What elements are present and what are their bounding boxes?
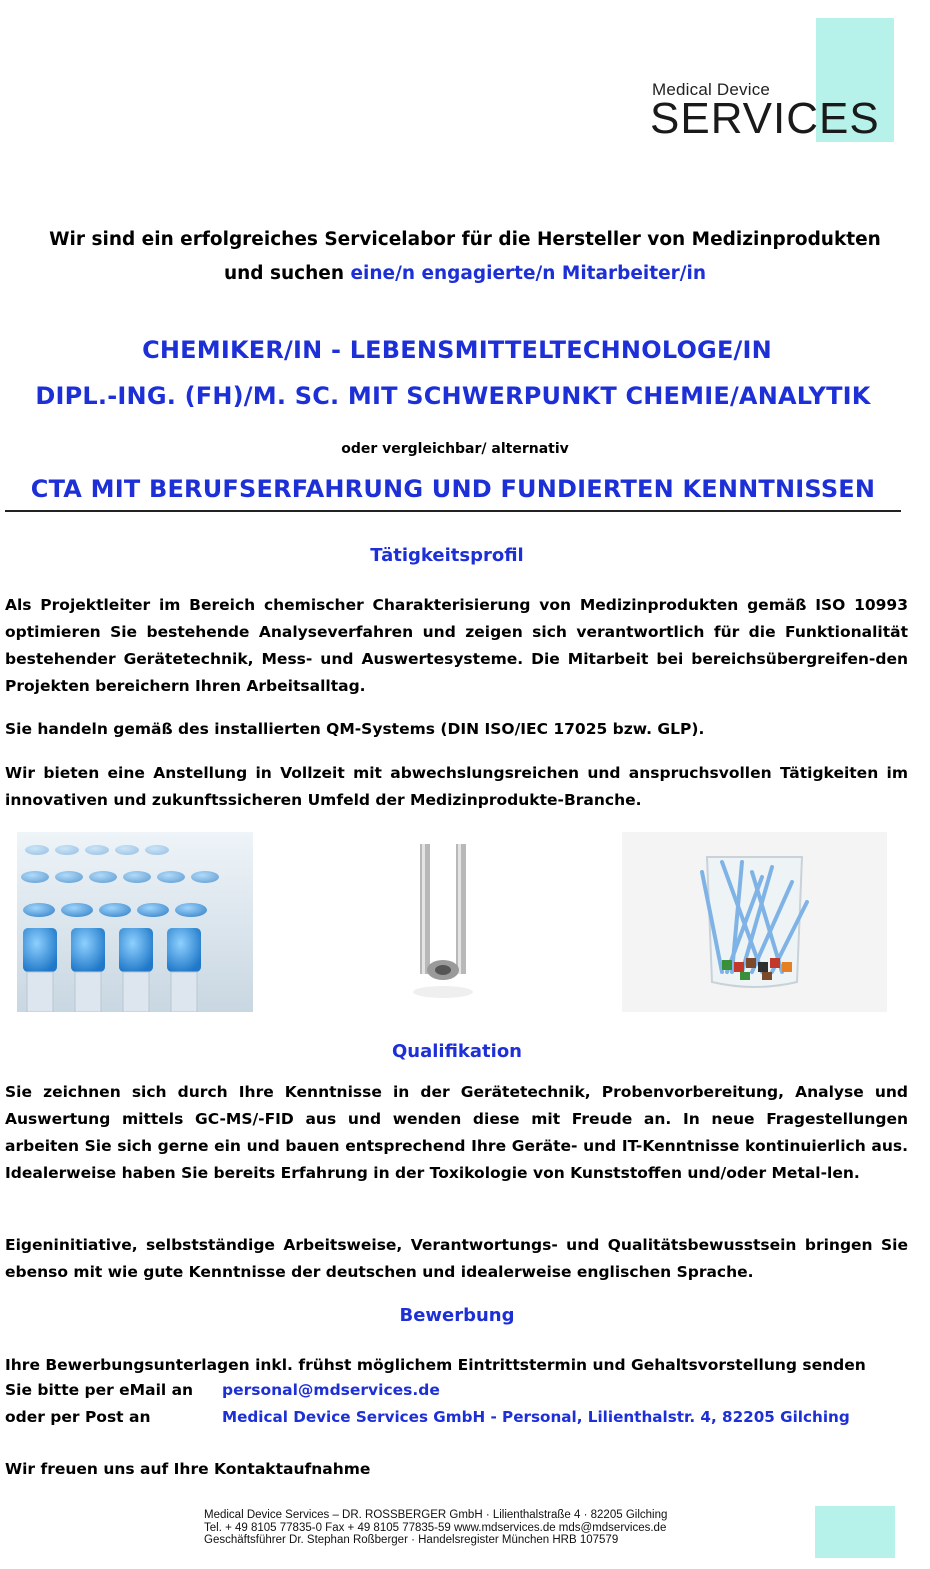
post-label: oder per Post an — [5, 1408, 151, 1426]
title-divider — [5, 510, 901, 512]
lab-vials-image — [17, 832, 253, 1012]
beaker-tubes-image — [622, 832, 887, 1012]
email-row — [5, 1381, 193, 1399]
section-heading-bewerbung: Bewerbung — [399, 1305, 515, 1326]
closing-line: Wir freuen uns auf Ihre Kontaktaufnahme — [5, 1460, 371, 1478]
taetigkeit-paragraph-1: Als Projektleiter im Bereich chemischer Charakterisierung von Medizinprodukten gemäß ISO 10993 optimieren Sie bestehende Analyseverfahren und zeigen sich verantwortlich für die Funktionalität bestehender Gerätetechnik, Mess- und Auswertesysteme. Die Mitarbeit bei bereichsübergreifen-den Projekten bereichern Ihren Arbeitsalltag. — [5, 596, 908, 695]
section-heading-taetigkeit: Tätigkeitsprofil — [370, 545, 524, 566]
email-label: Sie bitte per eMail an — [5, 1381, 194, 1399]
metal-tube-image — [398, 832, 498, 1012]
footer — [204, 1509, 667, 1547]
footer-line-2: Tel. + 49 8105 77835-0 Fax + 49 8105 77835-59 www.mdservices.de mds@mdservices.de — [204, 1521, 667, 1534]
job-title-1: CHEMIKER/IN - LEBENSMITTELTECHNOLOGE/IN — [142, 336, 772, 364]
job-title-2: DIPL.-ING. (FH)/M. SC. MIT SCHWERPUNKT CHEMIE/ANALYTIK — [35, 382, 871, 410]
footer-accent-square — [815, 1506, 895, 1558]
logo-line-2: SERVICES — [650, 94, 880, 143]
footer-line-3: Geschäftsführer Dr. Stephan Roßberger · Handelsregister München HRB 107579 — [204, 1534, 619, 1546]
taetigkeit-paragraph-2: Sie handeln gemäß des installierten QM-Systems (DIN ISO/IEC 17025 bzw. GLP). — [5, 720, 705, 738]
email-link[interactable]: personal@mdservices.de — [222, 1381, 440, 1399]
intro-line-2 — [0, 263, 930, 284]
section-heading-qualifikation: Qualifikation — [391, 1041, 523, 1062]
intro-line-1: Wir sind ein erfolgreiches Servicelabor für die Hersteller von Medizinprodukten — [49, 229, 881, 250]
job-title-3: CTA MIT BERUFSERFAHRUNG UND FUNDIERTEN KENNTNISSEN — [30, 475, 876, 503]
bewerbung-paragraph-1: Ihre Bewerbungsunterlagen inkl. frühst möglichem Eintrittstermin und Gehaltsvorstellung senden — [5, 1356, 866, 1374]
intro-line-2-prefix: und suchen — [223, 263, 351, 284]
post-row — [5, 1408, 150, 1426]
qualifikation-paragraph-2: Eigeninitiative, selbstständige Arbeitsweise, Verantwortungs- und Qualitätsbewusstsein bringen Sie ebenso mit wie gute Kenntnisse der deutschen und idealerweise englischen Sprache. — [5, 1236, 908, 1281]
intro-line-2-highlight: eine/n engagierte/n Mitarbeiter/in — [350, 263, 707, 284]
logo-line-1: Medical Device — [652, 80, 771, 99]
footer-line-1: Medical Device Services – DR. ROSSBERGER GmbH · Lilienthalstraße 4 · 82205 Gilching — [204, 1509, 668, 1521]
qualifikation-paragraph-1: Sie zeichnen sich durch Ihre Kenntnisse in der Gerätetechnik, Probenvorbereitung, Analyse und Auswertung mittels GC-MS/-FID aus und wenden diese mit Freude an. In neue Fragestellungen arbeiten Sie sich gerne ein und bauen entsprechend Ihre Geräte- und IT-Kenntnisse kontinuierlich aus. Idealerweise haben Sie bereits Erfahrung in der Toxikologie von Kunststoffen und/oder Metal-len. — [5, 1083, 908, 1182]
taetigkeit-paragraph-3: Wir bieten eine Anstellung in Vollzeit mit abwechslungsreichen und anspruchsvollen Tätigkeiten im innovativen und zukunftssicheren Umfeld der Medizinprodukte-Branche. — [5, 764, 908, 809]
post-address: Medical Device Services GmbH - Personal, Lilienthalstr. 4, 82205 Gilching — [222, 1408, 850, 1426]
alternative-note: oder vergleichbar/ alternativ — [341, 441, 569, 457]
